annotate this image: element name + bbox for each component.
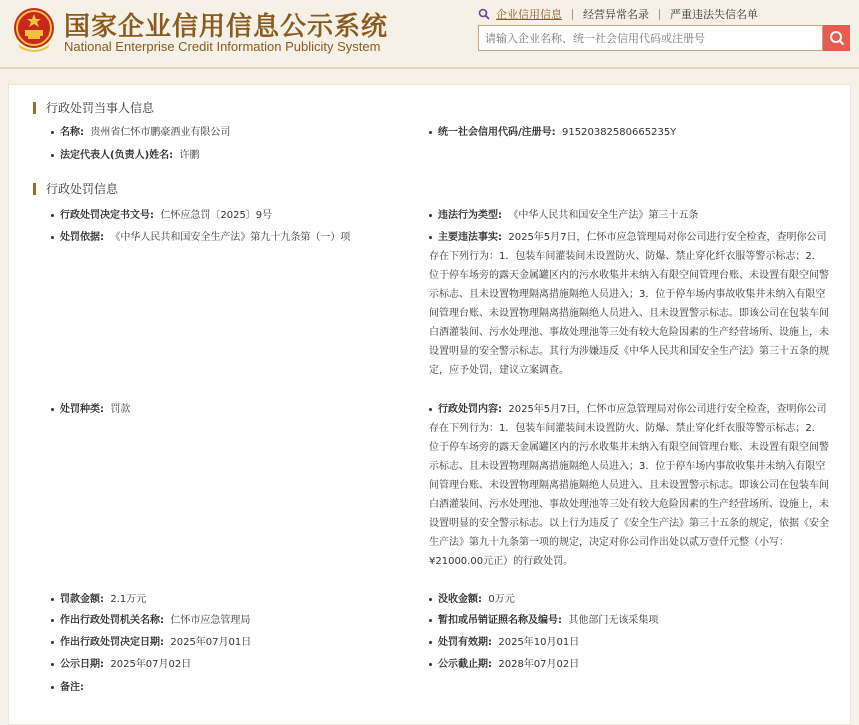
site-header [0,0,859,68]
site-title-cn: 国家企业信用信息公示系统 [64,12,389,42]
field-suspend: 暂扣或吊销证照名称及编号: 其他部门无该采集项 [429,611,658,630]
site-title-en: National Enterprise Credit Information Publicity System [64,39,381,54]
field-facts-value: 2025年5月7日，仁怀市应急管理局对你公司进行安全检查，查明你公司存在下列行为：1．包装车间灌装间未设置防火、防爆、禁止穿化纤衣服等警示标志；2．位于停车场旁的露天金属罐区内的污水收集井未纳入有限空间管理台账、未设置有限空间警示标志、且未设置物理隔离措施隔绝人员进入；3．位于停车场内事故收集井未纳入有限空间管理台账、未设置物理隔离措施隔绝人员进入、且未设置警示标志。即该公司在包装车间白酒灌装间、污水处理池、事故处理池等三处有较大危险因素的生产经营场所、设施上，未设置明显的安全警示标志。其行为涉嫌违反《中华人民共和国安全生产法》第三十五条的规定，应予处罚，建议立案调查。 [429,232,829,376]
detail-card [8,84,851,725]
field-legal-rep: 法定代表人(负责人)姓名: 许鹏 [51,146,200,165]
national-emblem-icon [12,6,56,54]
section-title-party: 行政处罚当事人信息 [33,102,154,114]
section-title-penalty: 行政处罚信息 [33,183,118,195]
header-divider [0,67,859,69]
field-remark: 备注: [51,678,90,697]
nav-enterprise-credit-label: 企业信用信息 [496,7,562,21]
field-name: 名称: 贵州省仁怀市鹏豪酒业有限公司 [51,123,230,142]
field-content: 行政处罚内容: 2025年5月7日，仁怀市应急管理局对你公司进行安全检查，查明你公司存在下列行为：1．包装车间灌装间未设置防火、防爆、禁止穿化纤衣服等警示标志；2．位于停车场旁的露天金属罐区内的污水收集井未纳入有限空间管理台账、未设置有限空间警示标志、且未设置物理隔离措施隔绝人员进入；3．位于停车场内事故收集井未纳入有限空间管理台账、未设置物理隔离措施隔绝人员进入、且未设置警示标志。即该公司在包装车间白酒灌装间、污水处理池、事故处理池等三处有较大危险因素的生产经营场所、设施上，未设置明显的安全警示标志。以上行为违反了《安全生产法》第三十五条的规定，依据《安全生产法》第九十九条第一项的规定，决定对你公司作出处以贰万壹仟元整（小写：¥21000.00元正）的行政处罚。 [429,404,829,567]
field-basis: 处罚依据: 《中华人民共和国安全生产法》第九十九条第（一）项 [51,228,350,247]
top-nav [478,8,768,20]
nav-enterprise-credit[interactable] [478,8,572,20]
field-legal-rep-value: 许鹏 [179,150,200,161]
field-confiscation: 没收金额: 0万元 [429,590,515,609]
field-violation-type: 违法行为类型: 《中华人民共和国安全生产法》第三十五条 [429,206,698,225]
field-credit-code: 统一社会信用代码/注册号: 91520382580665235Y [429,123,676,142]
search-input[interactable] [478,25,823,51]
field-valid-period: 处罚有效期: 2025年10月01日 [429,633,579,652]
field-authority: 作出行政处罚机关名称: 仁怀市应急管理局 [51,611,250,630]
field-credit-code-value: 91520382580665235Y [562,127,677,138]
nav-abnormal-list[interactable]: 经营异常名录 [572,9,659,20]
field-publish-end: 公示截止期: 2028年07月02日 [429,655,579,674]
search-icon [829,30,845,46]
field-fine: 罚款金额: 2.1万元 [51,590,146,609]
search-button[interactable] [823,25,850,51]
field-kind: 处罚种类: 罚款 [51,400,130,419]
field-decision-date: 作出行政处罚决定日期: 2025年07月01日 [51,633,251,652]
nav-serious-violation-list[interactable]: 严重违法失信名单 [659,9,768,20]
field-publish-date: 公示日期: 2025年07月02日 [51,655,191,674]
search-icon [478,8,490,20]
field-name-value: 贵州省仁怀市鹏豪酒业有限公司 [90,127,231,138]
field-facts: 主要违法事实: 2025年5月7日，仁怀市应急管理局对你公司进行安全检查，查明你公司存在下列行为：1．包装车间灌装间未设置防火、防爆、禁止穿化纤衣服等警示标志；2．位于停车场旁的露天金属罐区内的污水收集井未纳入有限空间管理台账、未设置有限空间警示标志、且未设置物理隔离措施隔绝人员进入；3．位于停车场内事故收集井未纳入有限空间管理台账、未设置物理隔离措施隔绝人员进入、且未设置警示标志。即该公司在包装车间白酒灌装间、污水处理池、事故处理池等三处有较大危险因素的生产经营场所、设施上，未设置明显的安全警示标志。其行为涉嫌违反《中华人民共和国安全生产法》第三十五条的规定，应予处罚，建议立案调查。 [429,232,829,376]
field-content-value: 2025年5月7日，仁怀市应急管理局对你公司进行安全检查，查明你公司存在下列行为：1．包装车间灌装间未设置防火、防爆、禁止穿化纤衣服等警示标志；2．位于停车场旁的露天金属罐区内的污水收集井未纳入有限空间管理台账、未设置有限空间警示标志、且未设置物理隔离措施隔绝人员进入；3．位于停车场内事故收集井未纳入有限空间管理台账、未设置物理隔离措施隔绝人员进入、且未设置警示标志。即该公司在包装车间白酒灌装间、污水处理池、事故处理池等三处有较大危险因素的生产经营场所、设施上，未设置明显的安全警示标志。以上行为违反了《安全生产法》第三十五条的规定，依据《安全生产法》第九十九条第一项的规定，决定对你公司作出处以贰万壹仟元整（小写：¥21000.00元正）的行政处罚。 [429,404,829,567]
field-doc-no: 行政处罚决定书文号: 仁怀应急罚〔2025〕9号 [51,206,272,225]
